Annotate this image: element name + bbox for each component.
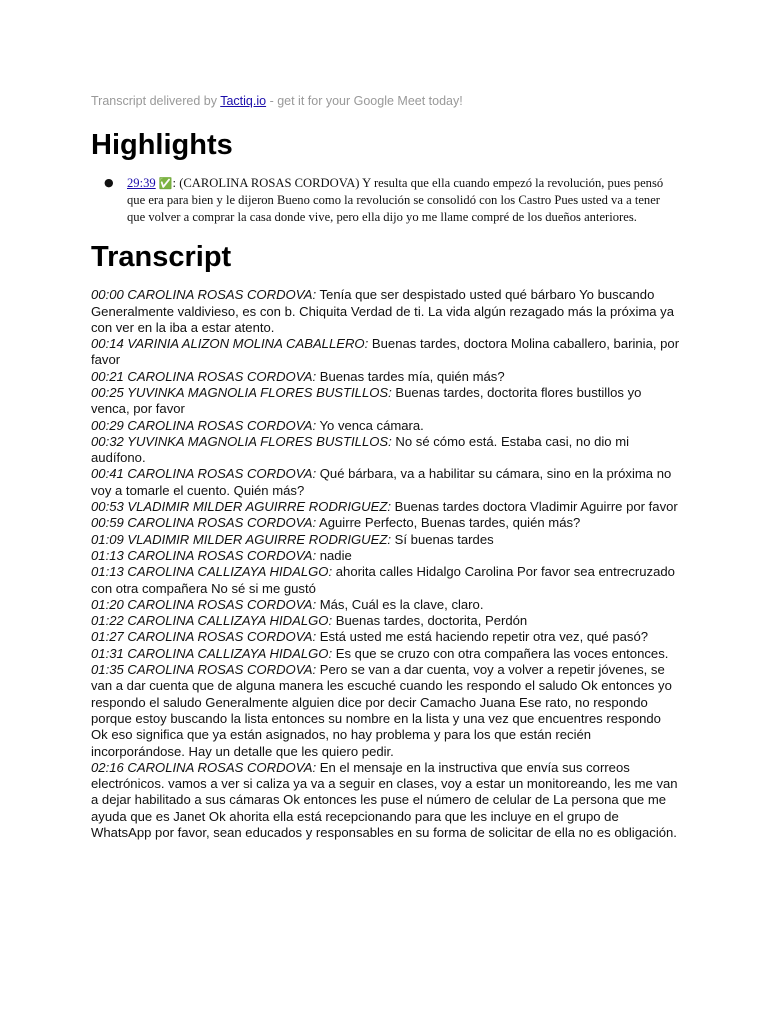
- transcript-entry: [91, 369, 681, 385]
- entry-text: Aguirre Perfecto, Buenas tardes, quién más?: [316, 515, 581, 531]
- delivered-prefix: Transcript delivered by: [91, 94, 221, 108]
- entry-text: No sé cómo está. Estaba casi, no dio mi audífono.: [91, 433, 630, 466]
- transcript-entry: [91, 466, 681, 499]
- transcript-entry: [91, 760, 681, 841]
- entry-text: Más, Cuál es la clave, claro.: [316, 596, 484, 612]
- highlight-item: [104, 175, 681, 225]
- entry-speaker: 01:13 CAROLINA CALLIZAYA HIDALGO:: [91, 564, 333, 580]
- entry-speaker: 01:13 CAROLINA ROSAS CORDOVA:: [91, 547, 317, 563]
- transcript-entry: [91, 418, 681, 434]
- entry-speaker: 01:09 VLADIMIR MILDER AGUIRRE RODRIGUEZ:: [91, 531, 392, 547]
- entry-text: Sí buenas tardes: [391, 531, 494, 547]
- transcript-entry: [91, 499, 681, 515]
- transcript-entry: [91, 629, 681, 645]
- transcript-entry: [91, 597, 681, 613]
- highlights-heading: Highlights: [91, 129, 233, 161]
- transcript-heading: Transcript: [91, 241, 232, 274]
- delivered-by-line: [91, 92, 681, 110]
- transcript-document: [91, 92, 681, 841]
- entry-text: Buenas tardes mía, quién más?: [316, 368, 505, 384]
- entry-text: Yo venca cámara.: [316, 417, 424, 433]
- tactiq-link[interactable]: Tactiq.io: [220, 94, 267, 108]
- transcript-entry: [91, 548, 681, 564]
- entry-speaker: 00:25 YUVINKA MAGNOLIA FLORES BUSTILLOS:: [91, 385, 392, 400]
- entry-speaker: 01:31 CAROLINA CALLIZAYA HIDALGO:: [91, 645, 333, 661]
- transcript-entry: [91, 336, 681, 369]
- entry-speaker: 00:14 VARINIA ALIZON MOLINA CABALLERO:: [91, 336, 369, 352]
- delivered-suffix: - get it for your Google Meet today!: [266, 94, 463, 108]
- entry-speaker: 02:16 CAROLINA ROSAS CORDOVA:: [91, 759, 317, 775]
- entry-speaker: 00:59 CAROLINA ROSAS CORDOVA:: [91, 515, 317, 531]
- entry-speaker: 01:20 CAROLINA ROSAS CORDOVA:: [91, 596, 317, 612]
- highlight-timestamp-link[interactable]: 29:39: [127, 176, 156, 190]
- entry-text: ahorita calles Hidalgo Carolina Por favor sea entrecruzado con otra compañera No sé si me gustó: [91, 564, 675, 596]
- transcript-body: [91, 287, 681, 841]
- entry-text: Buenas tardes, doctora Molina caballero, barinia, por favor: [91, 336, 680, 368]
- entry-text: Buenas tardes doctora Vladimir Aguirre por favor: [391, 499, 678, 515]
- entry-text: Tenía que ser despistado usted qué bárbaro Yo buscando Generalmente valdivieso, es con b. Chiquita Verdad de ti. La vida algún rezagado más la próxima ya con ver en la iba a estar atento.: [91, 287, 675, 335]
- entry-speaker: 00:29 CAROLINA ROSAS CORDOVA:: [91, 417, 317, 433]
- transcript-entry: [91, 662, 681, 760]
- transcript-entry: [91, 287, 681, 336]
- entry-text: Qué bárbara, va a habilitar su cámara, sino en la próxima no voy a tomarle el cuento. Quién más?: [91, 466, 672, 498]
- entry-speaker: 01:22 CAROLINA CALLIZAYA HIDALGO:: [91, 613, 333, 629]
- entry-text: Pero se van a dar cuenta, voy a volver a repetir jóvenes, se van a dar cuenta que de alguna manera les escuché cuando les respondo el saludo Ok entonces yo respondo el saludo Generalmente alguien dice por decir Camacho Juana Ese rato, no respondo porque estoy buscando la lista entonces su nombre en la lista y una vez que encuentres respondo Ok eso significa que ya están asignados, no hay problema y para los que están recién incorporándose. Hay un detalle que les quiero pedir.: [91, 662, 672, 759]
- entry-speaker: 00:21 CAROLINA ROSAS CORDOVA:: [91, 368, 317, 384]
- transcript-entry: [91, 564, 681, 597]
- transcript-entry: [91, 385, 681, 418]
- entry-text: Buenas tardes, doctorita, Perdón: [332, 613, 528, 629]
- transcript-entry: [91, 646, 681, 662]
- entry-text: En el mensaje en la instructiva que envía sus correos electrónicos. vamos a ver si caliza ya va a seguir en clases, voy a estar un monitoreando, les me van a dejar habilitado a sus cámaras Ok entonces les puse el número de celular de La persona que me ayuda que es Janet Ok ahorita ella está recepcionando para que les incluye en el grupo de WhatsApp por favor, sean educados y responsables en su forma de solicitar de ella no es obligación.: [91, 759, 678, 841]
- highlight-text: : (CAROLINA ROSAS CORDOVA) Y resulta que ella cuando empezó la revolución, pues pensó que era para bien y le dijeron Bueno como la revolución se consolidó con los Castro Pues usted va a tener que volver a comprar la casa donde vive, pero ella dijo yo me llame compré de los dueños anteriores.: [127, 176, 664, 224]
- bullet-icon: ●: [104, 176, 114, 189]
- entry-speaker: 01:27 CAROLINA ROSAS CORDOVA:: [91, 629, 317, 645]
- transcript-entry: [91, 515, 681, 531]
- highlights-list: [91, 175, 681, 225]
- entry-text: nadie: [316, 547, 352, 563]
- entry-speaker: 00:00 CAROLINA ROSAS CORDOVA:: [91, 287, 317, 303]
- entry-speaker: 00:41 CAROLINA ROSAS CORDOVA:: [91, 466, 317, 482]
- entry-speaker: 00:32 YUVINKA MAGNOLIA FLORES BUSTILLOS:: [91, 433, 392, 449]
- entry-text: Es que se cruzo con otra compañera las voces entonces.: [332, 645, 669, 661]
- check-icon: ✅: [158, 177, 173, 190]
- entry-text: Buenas tardes, doctorita flores bustillos yo venca, por favor: [91, 385, 642, 417]
- entry-speaker: 01:35 CAROLINA ROSAS CORDOVA:: [91, 662, 317, 678]
- transcript-entry: [91, 532, 681, 548]
- transcript-entry: [91, 613, 681, 629]
- transcript-entry: [91, 434, 681, 467]
- entry-speaker: 00:53 VLADIMIR MILDER AGUIRRE RODRIGUEZ:: [91, 499, 392, 515]
- entry-text: Está usted me está haciendo repetir otra vez, qué pasó?: [316, 629, 649, 645]
